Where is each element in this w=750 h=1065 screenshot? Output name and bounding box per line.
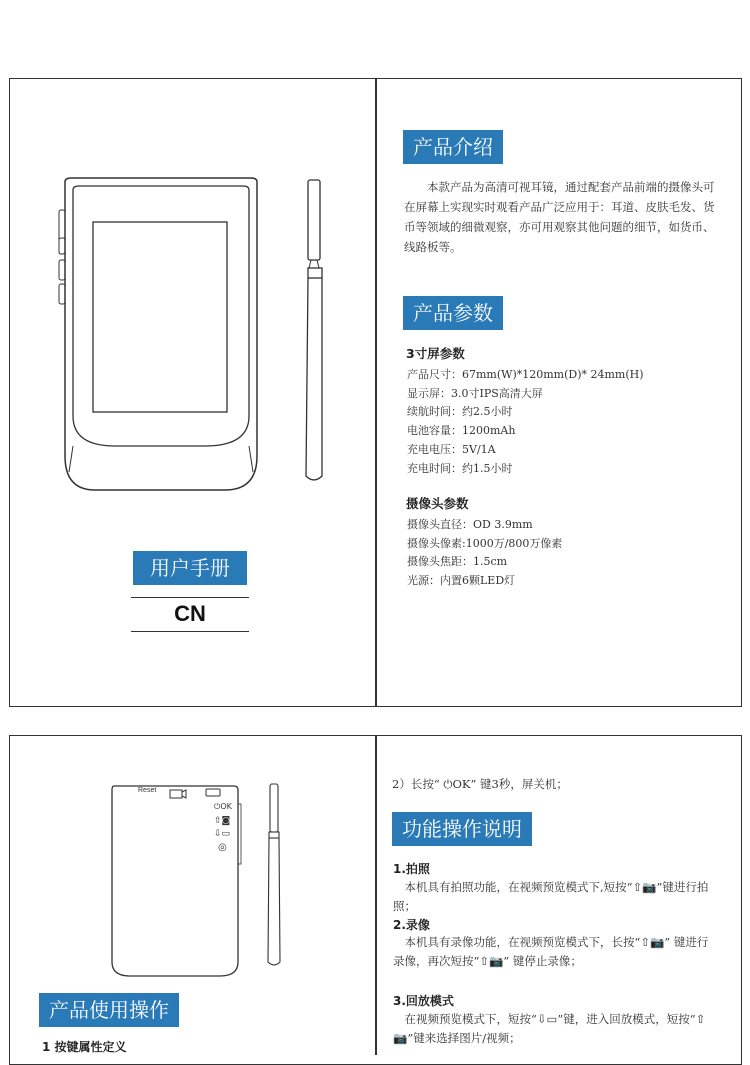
usage-sub-heading: 1 按键属性定义 bbox=[42, 1040, 127, 1054]
spec-line: 产品尺寸：67mm(W)*120mm(D)* 24mm(H) bbox=[407, 368, 644, 381]
screen-params-list bbox=[407, 366, 644, 478]
item-photo-title: 1.拍照 bbox=[393, 862, 430, 876]
camera-params-list bbox=[407, 516, 562, 591]
page-2-divider bbox=[375, 735, 377, 1055]
spec-line: 摄像头焦距：1.5cm bbox=[407, 555, 508, 569]
cn-rule-top bbox=[131, 597, 249, 598]
screen-params-title: 3寸屏参数 bbox=[406, 346, 465, 361]
folder-down-icon: ⇩▭ bbox=[214, 829, 231, 839]
item-playback-title: 3.回放模式 bbox=[393, 994, 454, 1008]
item-video-title: 2.录像 bbox=[393, 918, 430, 932]
item-playback-text: 在视频预览模式下，短按“⇩▭”键，进入回放模式，短按“⇧📷”键来选择图片/视频； bbox=[393, 1012, 706, 1045]
spec-line: 显示屏：3.0寸IPS高清大屏 bbox=[407, 386, 543, 400]
probe-illustration bbox=[298, 176, 332, 486]
power-ok-icon: ⏻OK bbox=[214, 802, 232, 811]
spec-line: 充电时间：约1.5小时 bbox=[407, 461, 513, 475]
intro-heading: 产品介绍 bbox=[403, 130, 503, 164]
cn-rule-bottom bbox=[131, 631, 249, 632]
camera-params-title: 摄像头参数 bbox=[406, 496, 469, 511]
spec-line: 摄像头像素:1000万/800万像素 bbox=[407, 536, 563, 550]
language-code: CN bbox=[174, 601, 206, 626]
reset-label: Reset bbox=[138, 787, 157, 794]
device-front-illustration bbox=[55, 176, 275, 496]
spec-line: 电池容量：1200mAh bbox=[407, 424, 516, 438]
spec-line: 充电电压：5V/1A bbox=[407, 442, 496, 456]
spec-line: 光源：内置6颗LED灯 bbox=[407, 574, 516, 588]
item-photo-text: 本机具有拍照功能，在视频预览模式下,短按“⇧📷”键进行拍照； bbox=[393, 880, 709, 913]
step-2-text: 2）长按“ ⏻OK” 键3秒，屏关机； bbox=[392, 777, 568, 791]
item-video-text: 本机具有录像功能，在视频预览模式下，长按“⇧📷” 键进行录像，再次短按“⇧📷” 键停止录像； bbox=[393, 935, 709, 968]
spec-line: 续航时间：约2.5小时 bbox=[407, 405, 513, 419]
probe-illustration-2 bbox=[262, 782, 286, 968]
light-icon: ◎ bbox=[218, 842, 227, 853]
spec-line: 摄像头直径：OD 3.9mm bbox=[407, 518, 533, 531]
intro-text: 本款产品为高清可视耳镜，通过配套产品前端的摄像头可在屏幕上实现实时观看产品广泛应用于：耳道、皮肤毛发、货币等领域的细微观察，亦可用观察其他问题的细节，如货币、线路板等。 bbox=[404, 180, 715, 254]
manual-title-label: 用户手册 bbox=[133, 551, 247, 585]
params-heading: 产品参数 bbox=[403, 296, 503, 330]
camera-up-icon: ⇧◙ bbox=[214, 816, 231, 826]
usage-heading: 产品使用操作 bbox=[39, 993, 179, 1027]
function-heading: 功能操作说明 bbox=[392, 812, 532, 846]
page-1-divider bbox=[375, 78, 377, 707]
